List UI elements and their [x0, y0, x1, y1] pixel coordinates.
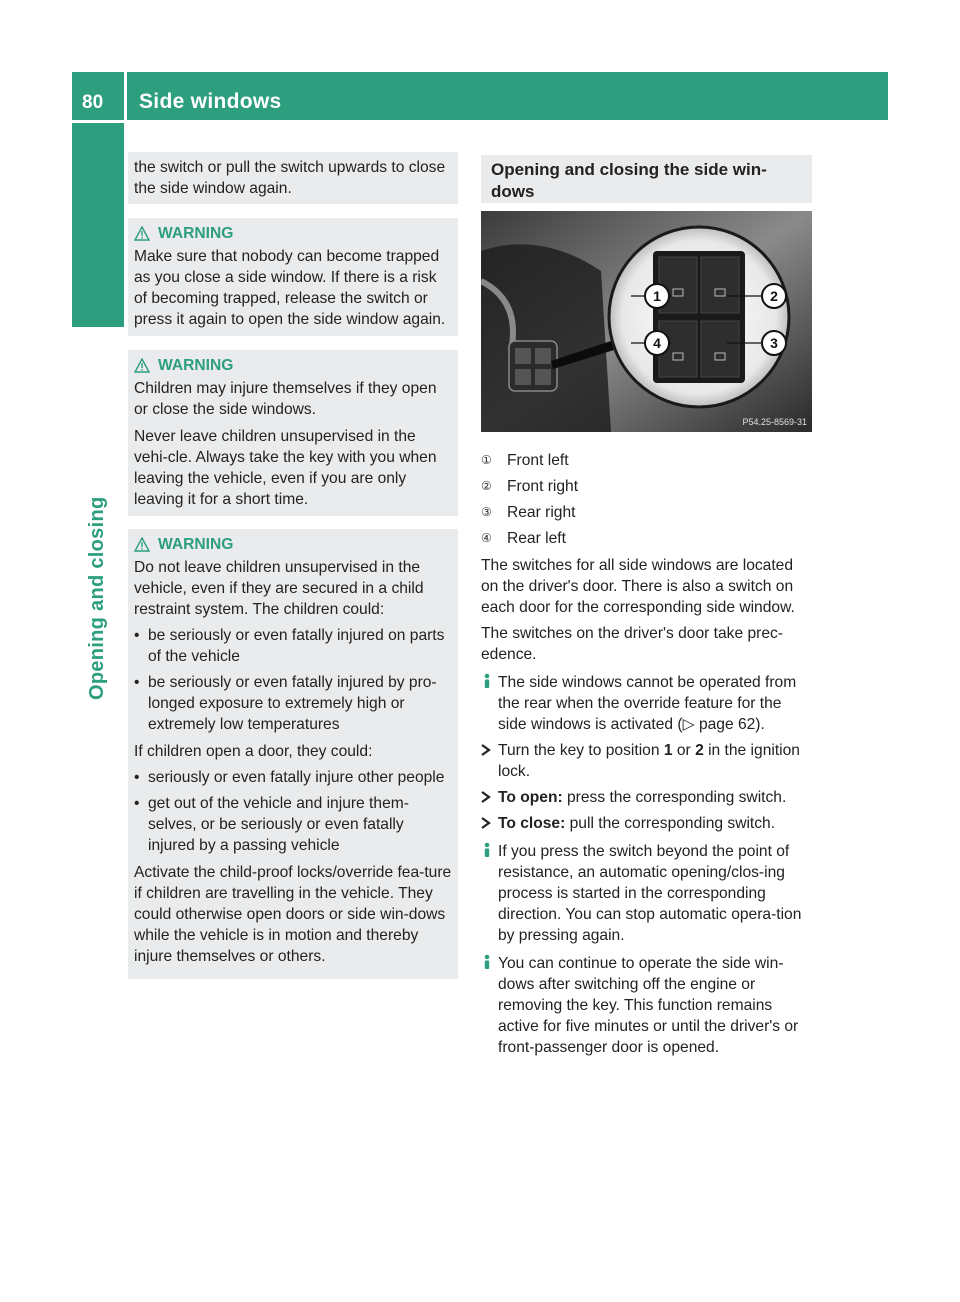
- legend-number: ②: [481, 478, 492, 493]
- legend-label: Front right: [507, 477, 579, 495]
- info-icon: [481, 673, 493, 689]
- callout-2: [762, 284, 786, 308]
- intro-text: the switch or pull the switch upwards to close the side window again.: [134, 159, 446, 197]
- legend-label: Rear right: [507, 503, 576, 521]
- legend-item: [481, 473, 812, 499]
- svg-text:1: 1: [653, 288, 661, 304]
- svg-text:4: 4: [653, 335, 661, 351]
- warning-triangle-icon: [134, 226, 150, 241]
- step-label: To open:: [498, 789, 563, 806]
- page-ref-text[interactable]: page 62).: [694, 716, 765, 733]
- bullet-text: seriously or even fatally injure other people: [148, 769, 445, 786]
- header-divider: [124, 72, 127, 120]
- legend-label: Front left: [507, 451, 569, 469]
- subsection-heading: Opening and closing the side win-dows: [481, 155, 812, 203]
- intro-box: [128, 152, 458, 204]
- bullet-dot: •: [134, 627, 140, 644]
- warning-box-1: [128, 218, 458, 336]
- legend-item: [481, 525, 812, 551]
- info-note: [481, 672, 812, 735]
- warning-heading: [134, 355, 452, 376]
- legend-label: Rear left: [507, 529, 566, 547]
- callout-1: [645, 284, 669, 308]
- bullet-dot: •: [134, 769, 140, 786]
- bullet-dot: •: [134, 795, 140, 812]
- svg-text:3: 3: [770, 335, 778, 351]
- step-text: press the corresponding switch.: [562, 789, 787, 806]
- svg-text:2: 2: [770, 288, 778, 304]
- warning-text: Do not leave children unsupervised in the vehicle, even if they are secured in a child restraint system. The children could:: [134, 559, 424, 618]
- step-item: [481, 787, 812, 808]
- body-paragraph: The switches on the driver's door take prec-edence.: [481, 625, 783, 663]
- step-text: or: [672, 742, 696, 759]
- bullet-text: be seriously or even fatally injured on parts of the vehicle: [148, 627, 445, 665]
- info-text: If you press the switch beyond the point of resistance, an automatic opening/clos-ing process is started in the corresponding direction. You can stop automatic opera-tion by pressing again.: [498, 843, 802, 944]
- warning-triangle-icon: [134, 537, 150, 552]
- callout-3: [762, 331, 786, 355]
- key-position-1: 1: [663, 742, 673, 759]
- section-title: Side windows: [139, 90, 282, 113]
- key-position-2: 2: [695, 742, 704, 759]
- door-switch-illustration: [481, 211, 812, 432]
- bullet-item: [134, 625, 452, 667]
- bullet-item: [134, 672, 452, 735]
- bullet-item: [134, 793, 452, 856]
- warning-box-2: [128, 350, 458, 516]
- info-icon: [481, 954, 493, 970]
- warning-box-3: [128, 529, 458, 979]
- warning-text: If children open a door, they could:: [134, 743, 373, 760]
- chapter-tab-marker: [72, 123, 124, 327]
- step-item: [481, 813, 812, 834]
- info-text: The side windows cannot be operated from the rear when the override feature for the side windows is activated (: [498, 674, 797, 733]
- legend-item: [481, 499, 812, 525]
- bullet-dot: •: [134, 674, 140, 691]
- info-note: [481, 841, 812, 946]
- step-text: in the ignition lock.: [498, 742, 800, 780]
- step-arrow-icon: [481, 817, 491, 829]
- warning-text: Children may injure themselves if they open or close the side windows.: [134, 380, 437, 418]
- right-body: [481, 447, 812, 1058]
- info-note: [481, 953, 812, 1058]
- warning-text: Never leave children unsupervised in the vehi-cle. Always take the key with you when leaving the vehicle, even if you are only leaving it for a short time.: [134, 428, 437, 508]
- legend-number: ④: [481, 530, 492, 545]
- legend-number: ①: [481, 452, 492, 467]
- step-text: Turn the key to position: [498, 742, 664, 759]
- info-icon: [481, 842, 493, 858]
- legend-item: [481, 447, 812, 473]
- page-number: 80: [82, 92, 104, 113]
- step-text: pull the corresponding switch.: [565, 815, 776, 832]
- warning-text: Make sure that nobody can become trapped as you close a side window. If there is a risk of becoming trapped, release the switch or press it again to open the side window again.: [134, 248, 446, 328]
- warning-text: Activate the child-proof locks/override fea-ture if children are travelling in the vehicle. They could otherwise open doors or side win-dows while the vehicle is in motion and thereby injure themselves or others.: [134, 864, 452, 965]
- body-paragraph: The switches for all side windows are located on the driver's door. There is also a switch on each door for the corresponding side window.: [481, 557, 795, 616]
- step-label: To close:: [498, 815, 566, 832]
- step-item: [481, 740, 812, 782]
- legend-list: [481, 447, 812, 551]
- warning-label: WARNING: [158, 225, 234, 242]
- warning-label: WARNING: [158, 357, 234, 374]
- window-switches-photo: [481, 211, 812, 432]
- warning-triangle-icon: [134, 358, 150, 373]
- warning-heading: [134, 223, 452, 244]
- legend-number: ③: [481, 504, 492, 519]
- warning-heading: [134, 534, 452, 555]
- warning-label: WARNING: [158, 536, 234, 553]
- photo-code: P54.25-8569-31: [742, 417, 807, 427]
- step-arrow-icon: [481, 744, 491, 756]
- step-arrow-icon: [481, 791, 491, 803]
- page-ref-arrow-icon: ▷: [682, 716, 695, 733]
- info-text: You can continue to operate the side win-dows after switching off the engine or removing the key. This function remains active for five minutes or until the driver's or front-passenger door is opened.: [498, 955, 799, 1056]
- chapter-tab-label: Opening and closing: [86, 496, 108, 700]
- bullet-text: be seriously or even fatally injured by pro-longed exposure to extremely high or extremely low temperatures: [148, 674, 437, 733]
- callout-4: [645, 331, 669, 355]
- bullet-item: [134, 767, 452, 788]
- bullet-text: get out of the vehicle and injure them-selves, or be seriously or even fatally injured by a passing vehicle: [148, 795, 409, 854]
